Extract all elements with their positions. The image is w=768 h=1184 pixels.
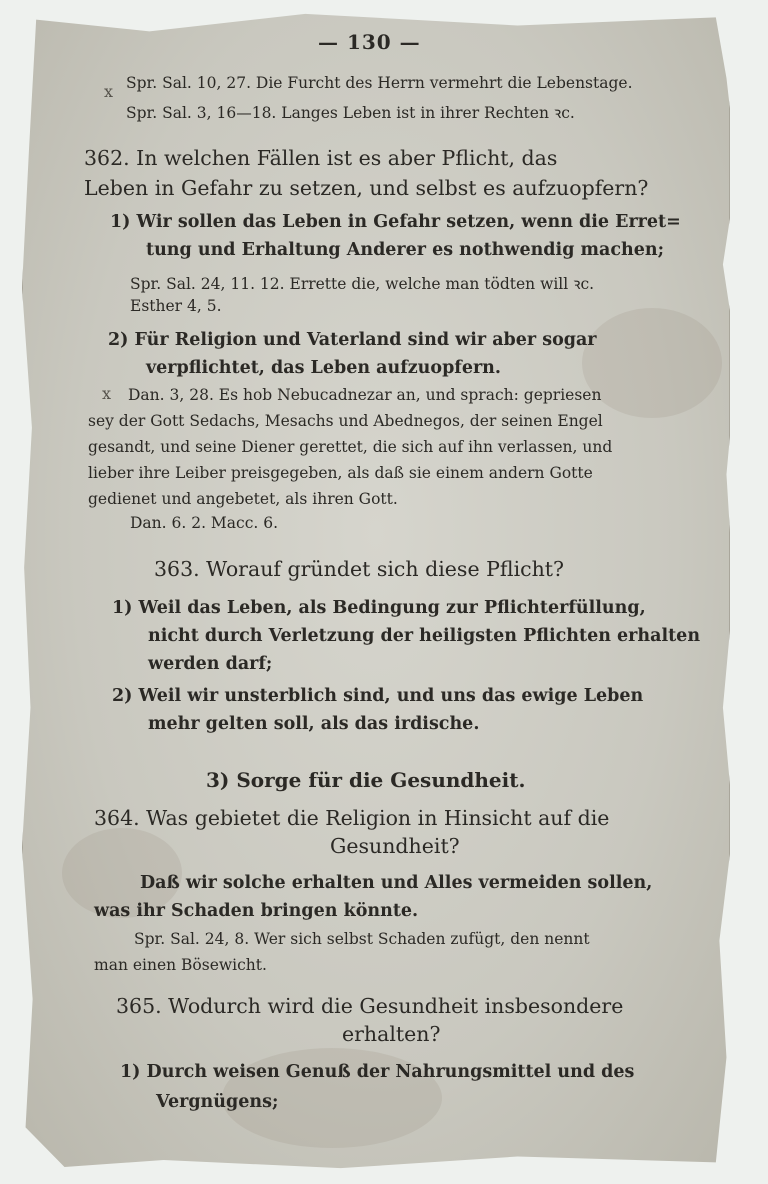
answer-line: werden darf; — [148, 654, 273, 674]
citation-line: Spr. Sal. 3, 16—18. Langes Leben ist in ihrer Rechten ꝛc. — [126, 104, 575, 122]
citation-line: lieber ihre Leiber preisgegeben, als daß sie einem andern Gotte — [88, 464, 593, 482]
citation-line: Dan. 6. 2. Macc. 6. — [130, 514, 279, 532]
question-363: 363. Worauf gründet sich diese Pflicht? — [154, 557, 565, 581]
citation-line: man einen Bösewicht. — [94, 956, 267, 974]
question-365-cont: erhalten? — [342, 1022, 441, 1046]
pencil-mark: x — [104, 82, 114, 101]
question-365: 365. Wodurch wird die Gesundheit insbesondere — [116, 994, 624, 1018]
answer-line: 1) Wir sollen das Leben in Gefahr setzen, wenn die Erret= — [110, 212, 681, 232]
citation-line: Esther 4, 5. — [130, 297, 222, 315]
page-number: — 130 — — [318, 30, 421, 54]
answer-line: tung und Erhaltung Anderer es nothwendig machen; — [146, 240, 665, 260]
answer-line: 1) Weil das Leben, als Bedingung zur Pflichterfüllung, — [112, 598, 646, 618]
citation-line: gesandt, und seine Diener gerettet, die sich auf ihn verlassen, und — [88, 438, 613, 456]
citation-line: Spr. Sal. 24, 8. Wer sich selbst Schaden zufügt, den nennt — [134, 930, 590, 948]
citation-line: Spr. Sal. 10, 27. Die Furcht des Herrn vermehrt die Lebenstage. — [126, 74, 633, 92]
question-364: 364. Was gebietet die Religion in Hinsicht auf die — [94, 806, 610, 830]
question-364-cont: Gesundheit? — [330, 834, 460, 858]
pencil-mark: x — [102, 384, 112, 403]
answer-line: 2) Weil wir unsterblich sind, und uns das ewige Leben — [112, 686, 644, 706]
paper-stain — [582, 308, 722, 418]
answer-line: mehr gelten soll, als das irdische. — [148, 714, 480, 734]
citation-line: Dan. 3, 28. Es hob Nebucadnezar an, und sprach: gepriesen — [128, 386, 602, 404]
citation-line: gedienet und angebetet, als ihren Gott. — [88, 490, 398, 508]
answer-line: 2) Für Religion und Vaterland sind wir aber sogar — [108, 330, 597, 350]
answer-line: nicht durch Verletzung der heiligsten Pflichten erhalten — [148, 626, 701, 646]
question-362-cont: Leben in Gefahr zu setzen, und selbst es aufzuopfern? — [84, 176, 649, 200]
answer-line: Vergnügens; — [156, 1092, 279, 1112]
section-heading: 3) Sorge für die Gesundheit. — [206, 768, 526, 792]
citation-line: sey der Gott Sedachs, Mesachs und Abednegos, der seinen Engel — [88, 412, 603, 430]
answer-line: Daß wir solche erhalten und Alles vermeiden sollen, — [140, 873, 653, 893]
question-362: 362. In welchen Fällen ist es aber Pflicht, das — [84, 146, 558, 170]
citation-line: Spr. Sal. 24, 11. 12. Errette die, welche man tödten will ꝛc. — [130, 275, 595, 293]
answer-line: verpflichtet, das Leben aufzuopfern. — [146, 358, 501, 378]
answer-line: 1) Durch weisen Genuß der Nahrungsmittel und des — [120, 1062, 635, 1082]
answer-line: was ihr Schaden bringen könnte. — [94, 901, 419, 921]
